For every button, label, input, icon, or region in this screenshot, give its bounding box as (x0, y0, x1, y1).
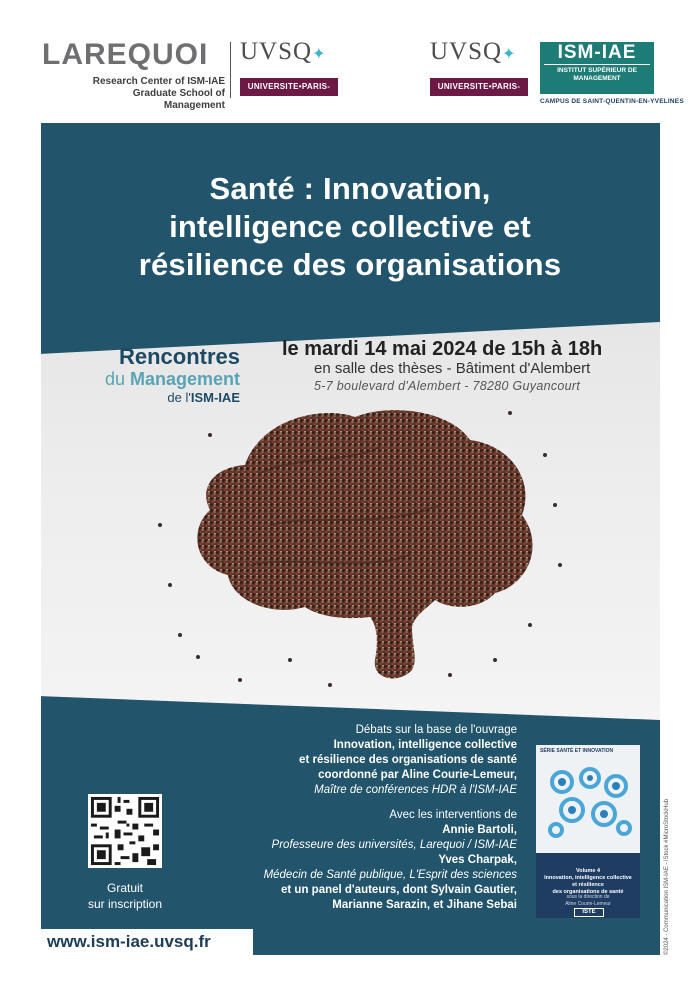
larequoi-logo: LAREQUOI (42, 38, 209, 71)
page-title: Santé : Innovation, intelligence collective et résilience des organisations (138, 171, 562, 282)
paris-saclay-logo-right: UNIVERSITE•PARIS-SACLAY (430, 78, 528, 96)
ism-iae-logo: ISM-IAE INSTITUT SUPÉRIEUR DE MANAGEMENT (540, 42, 654, 94)
qr-code[interactable] (88, 794, 162, 868)
star-icon: ✦ (502, 46, 516, 63)
registration-note: Gratuit sur inscription (87, 881, 163, 911)
website-link[interactable]: www.ism-iae.uvsq.fr (47, 932, 211, 951)
event-room: en salle des thèses - Bâtiment d'Alembert (314, 360, 591, 377)
larequoi-subtitle: Research Center of ISM-IAE Graduate School of Management (92, 76, 225, 111)
brain-crowd-illustration (150, 395, 570, 705)
logo-separator (230, 42, 231, 98)
campus-label: CAMPUS DE SAINT-QUENTIN-EN-YVELINES (540, 98, 684, 105)
rencontres-logo: Rencontres du Management de l'ISM-IAE (104, 344, 240, 405)
gears-icon (542, 760, 634, 840)
qr-code-icon (88, 794, 162, 868)
book-editor: sous la direction de Aline Courie-Lemeur (565, 894, 611, 907)
event-date: le mardi 14 mai 2024 de 15h à 18h (282, 338, 603, 360)
book-title: Volume 4 Innovation, intelligence collective et résilience des organisations de santé (544, 868, 632, 895)
uvsq-logo-right: UVSQ✦ (430, 38, 516, 65)
star-icon: ✦ (312, 46, 326, 63)
publisher-logo: ISTE (574, 908, 604, 917)
book-series: SÉRIE SANTÉ ET INNOVATION (540, 748, 614, 754)
copyright-notice: ©2024 - Communication ISM-IAE - iStock #MicroStockHub (664, 798, 670, 955)
uvsq-logo-left: UVSQ✦ (240, 38, 326, 65)
paris-saclay-logo-left: UNIVERSITE•PARIS-SACLAY (240, 78, 338, 96)
event-address: 5-7 boulevard d'Alembert - 78280 Guyancourt (314, 379, 581, 393)
debate-description: Débats sur la base de l'ouvrage Innovation, intelligence collective et résilience des organisations de santé coordonné par Aline Courie-Lemeur, Maître de conférences HDR à l'ISM-IAE Avec les interventions de Annie Bartoli, Professeure des universités, Larequoi / ISM-IAE Yves Charpak, Médecin de Santé publique, L'Esprit des sciences et un panel d'auteurs, dont Sylvain Gautier, Marianne Sarazin, et Jihane Sebai (263, 724, 517, 911)
